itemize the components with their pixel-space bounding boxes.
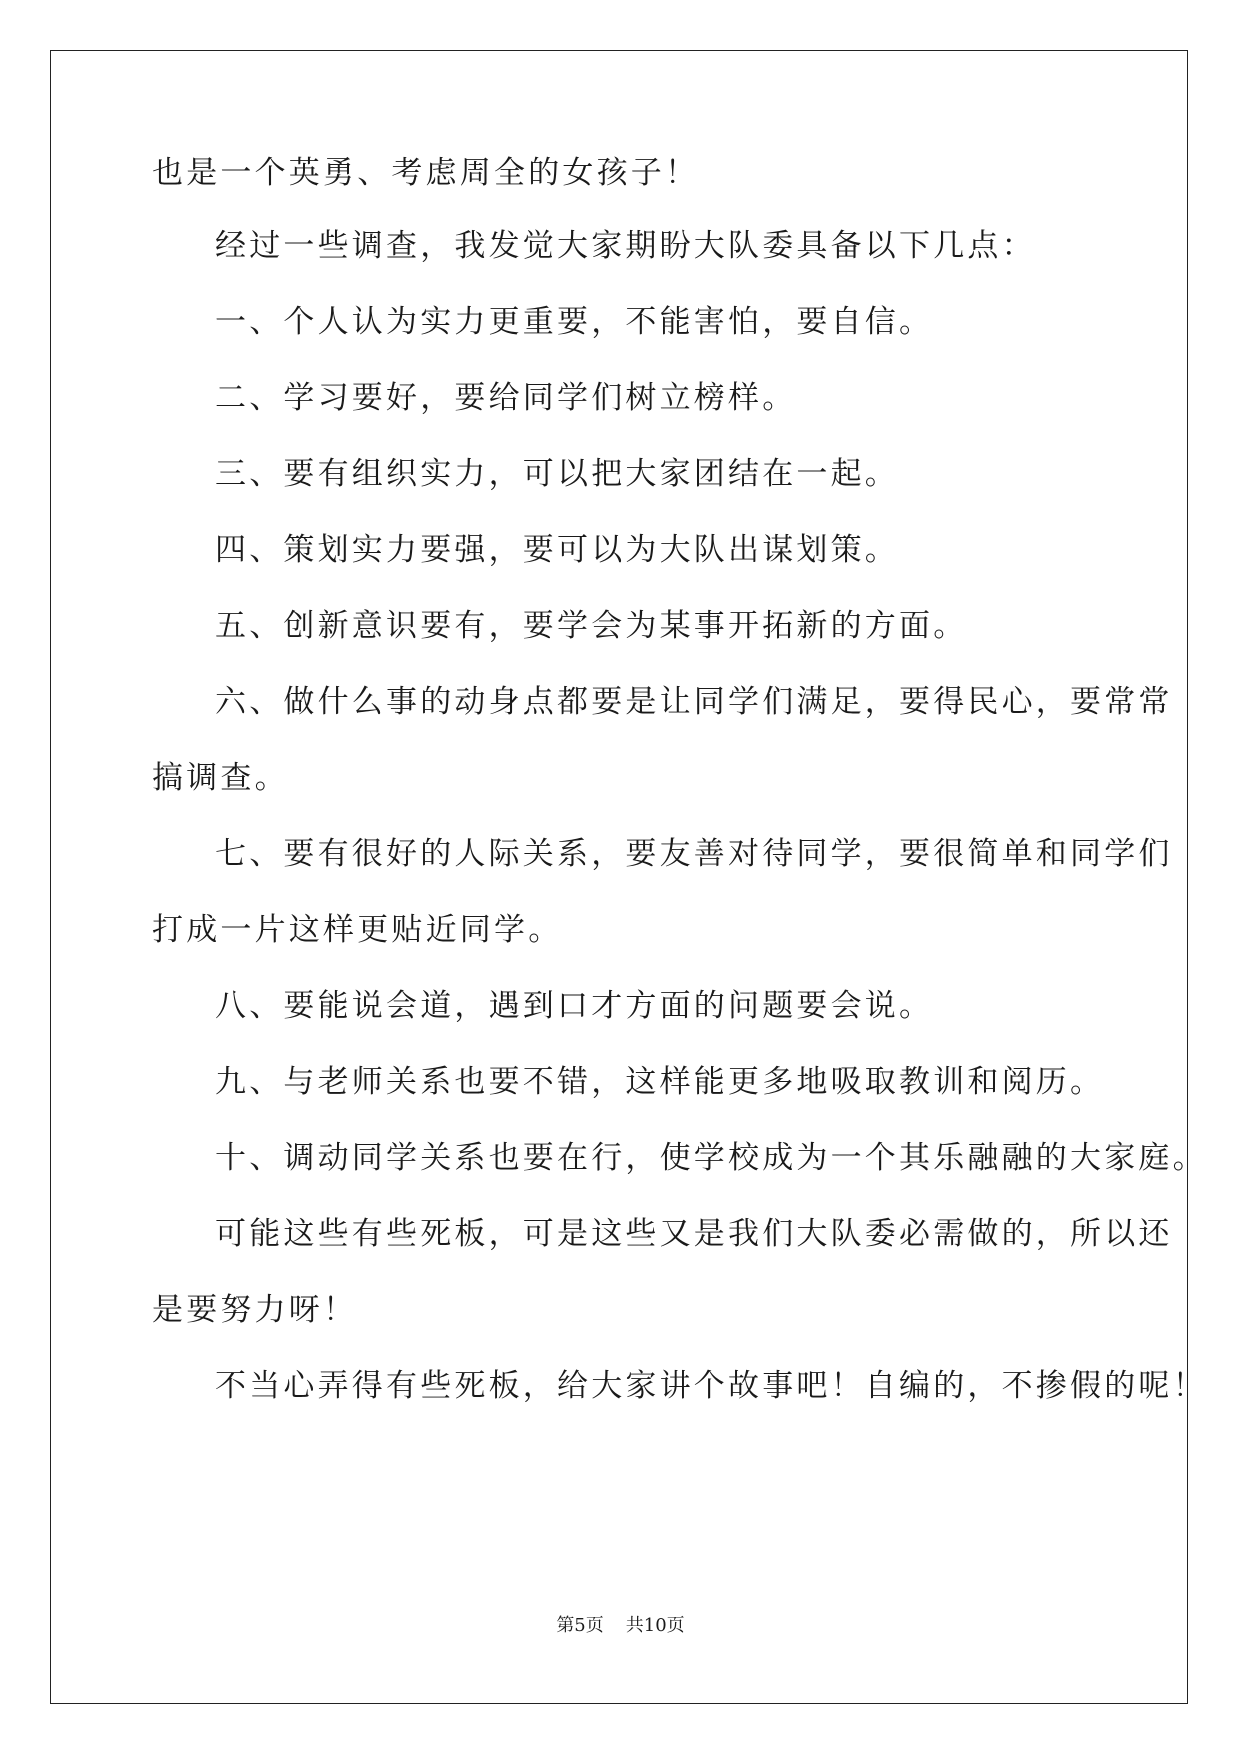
paragraph-line: 七、要有很好的人际关系，要友善对待同学，要很简单和同学们 [215, 836, 1173, 872]
paragraph-line: 八、要能说会道，遇到口才方面的问题要会说。 [215, 988, 934, 1024]
paragraph-line: 六、做什么事的动身点都要是让同学们满足，要得民心，要常常 [215, 684, 1173, 720]
paragraph-line: 打成一片这样更贴近同学。 [152, 912, 563, 948]
paragraph-line: 二、学习要好，要给同学们树立榜样。 [215, 380, 797, 416]
paragraph-line: 也是一个英勇、考虑周全的女孩子！ [152, 155, 700, 191]
paragraph-line: 九、与老师关系也要不错，这样能更多地吸取教训和阅历。 [215, 1064, 1105, 1100]
paragraph-line: 经过一些调查，我发觉大家期盼大队委具备以下几点： [215, 228, 1036, 264]
paragraph-line: 搞调查。 [152, 760, 289, 796]
page-border [50, 50, 1188, 1704]
paragraph-line: 五、创新意识要有，要学会为某事开拓新的方面。 [215, 608, 968, 644]
page-footer [0, 1614, 1241, 1638]
page-number-current: 第5页 [556, 1615, 604, 1636]
paragraph-line: 十、调动同学关系也要在行，使学校成为一个其乐融融的大家庭。 [215, 1140, 1207, 1176]
paragraph-line: 四、策划实力要强，要可以为大队出谋划策。 [215, 532, 899, 568]
paragraph-line: 可能这些有些死板，可是这些又是我们大队委必需做的，所以还 [215, 1216, 1173, 1252]
page-number-total: 共10页 [625, 1615, 685, 1636]
paragraph-line: 不当心弄得有些死板，给大家讲个故事吧！自编的，不掺假的呢！ [215, 1368, 1207, 1404]
paragraph-line: 三、要有组织实力，可以把大家团结在一起。 [215, 456, 899, 492]
paragraph-line: 一、个人认为实力更重要，不能害怕，要自信。 [215, 304, 934, 340]
paragraph-line: 是要努力呀！ [152, 1292, 358, 1328]
